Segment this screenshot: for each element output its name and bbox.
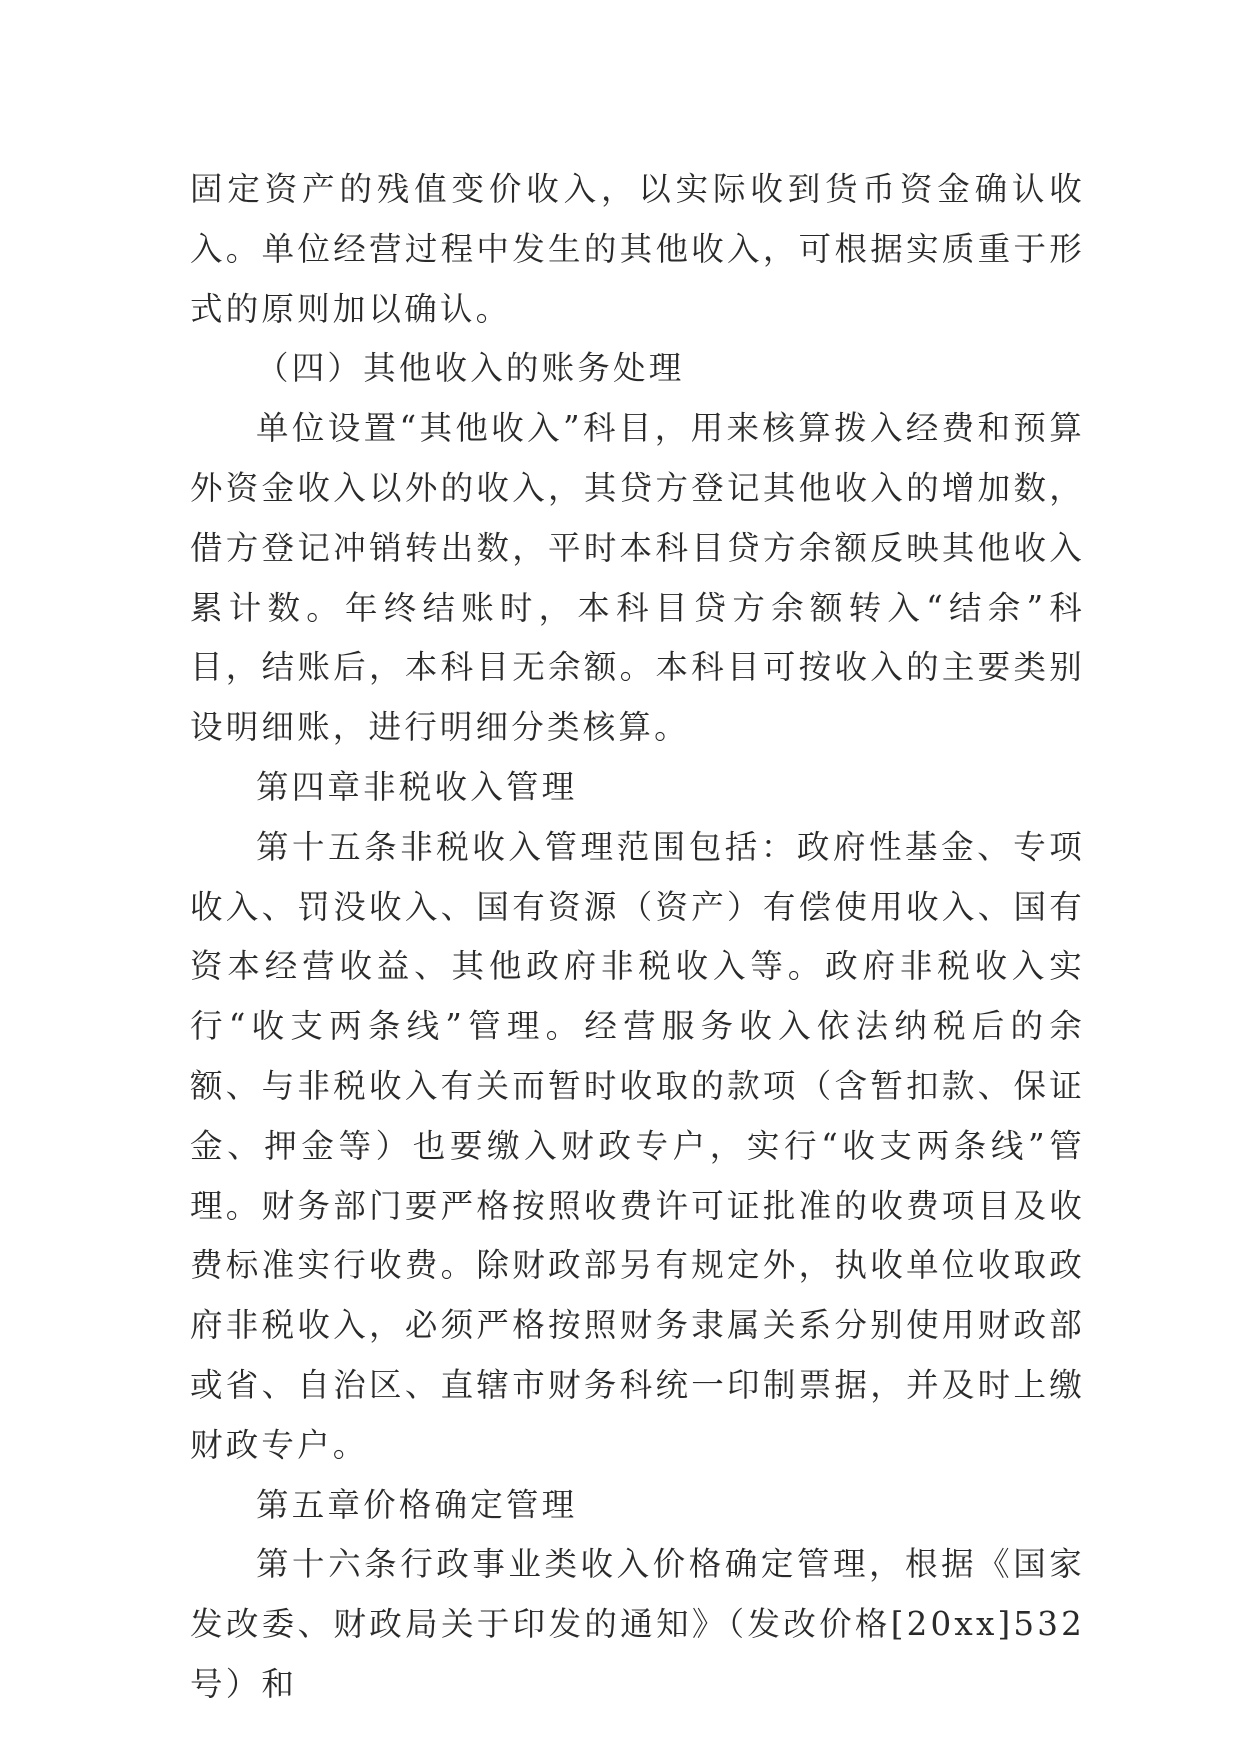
- paragraph-article-16: 第十六条行政事业类收入价格确定管理，根据《国家发改委、财政局关于印发的通知》（发改价格[20xx]532号）和: [190, 1545, 1085, 1703]
- section-heading-other-income-accounting: （四）其他收入的账务处理: [256, 349, 685, 388]
- chapter-heading-non-tax-income: 第四章非税收入管理: [256, 767, 578, 806]
- document-body: [190, 160, 1085, 1715]
- paragraph-article-15: 第十五条非税收入管理范围包括：政府性基金、专项收入、罚没收入、国有资源（资产）有偿使用收入、国有资本经营收益、其他政府非税收入等。政府非税收入实行“收支两条线”管理。经营服务收入依法纳税后的余额、与非税收入有关而暂时收取的款项（含暂扣款、保证金、押金等）也要缴入财政专户，实行“收支两条线”管理。财务部门要严格按照收费许可证批准的收费项目及收费标准实行收费。除财政部另有规定外，执收单位收取政府非税收入，必须严格按照财务隶属关系分别使用财政部或省、自治区、直辖市财务科统一印制票据，并及时上缴财政专户。: [190, 827, 1085, 1464]
- paragraph-fixed-asset-income: 固定资产的残值变价收入，以实际收到货币资金确认收入。单位经营过程中发生的其他收入，可根据实质重于形式的原则加以确认。: [190, 170, 1085, 328]
- chapter-heading-price-management: 第五章价格确定管理: [256, 1485, 578, 1524]
- paragraph-other-income-account: 单位设置“其他收入”科目，用来核算拨入经费和预算外资金收入以外的收入，其贷方登记其他收入的增加数，借方登记冲销转出数，平时本科目贷方余额反映其他收入累计数。年终结账时，本科目贷方余额转入“结余”科目，结账后，本科目无余额。本科目可按收入的主要类别设明细账，进行明细分类核算。: [190, 409, 1085, 747]
